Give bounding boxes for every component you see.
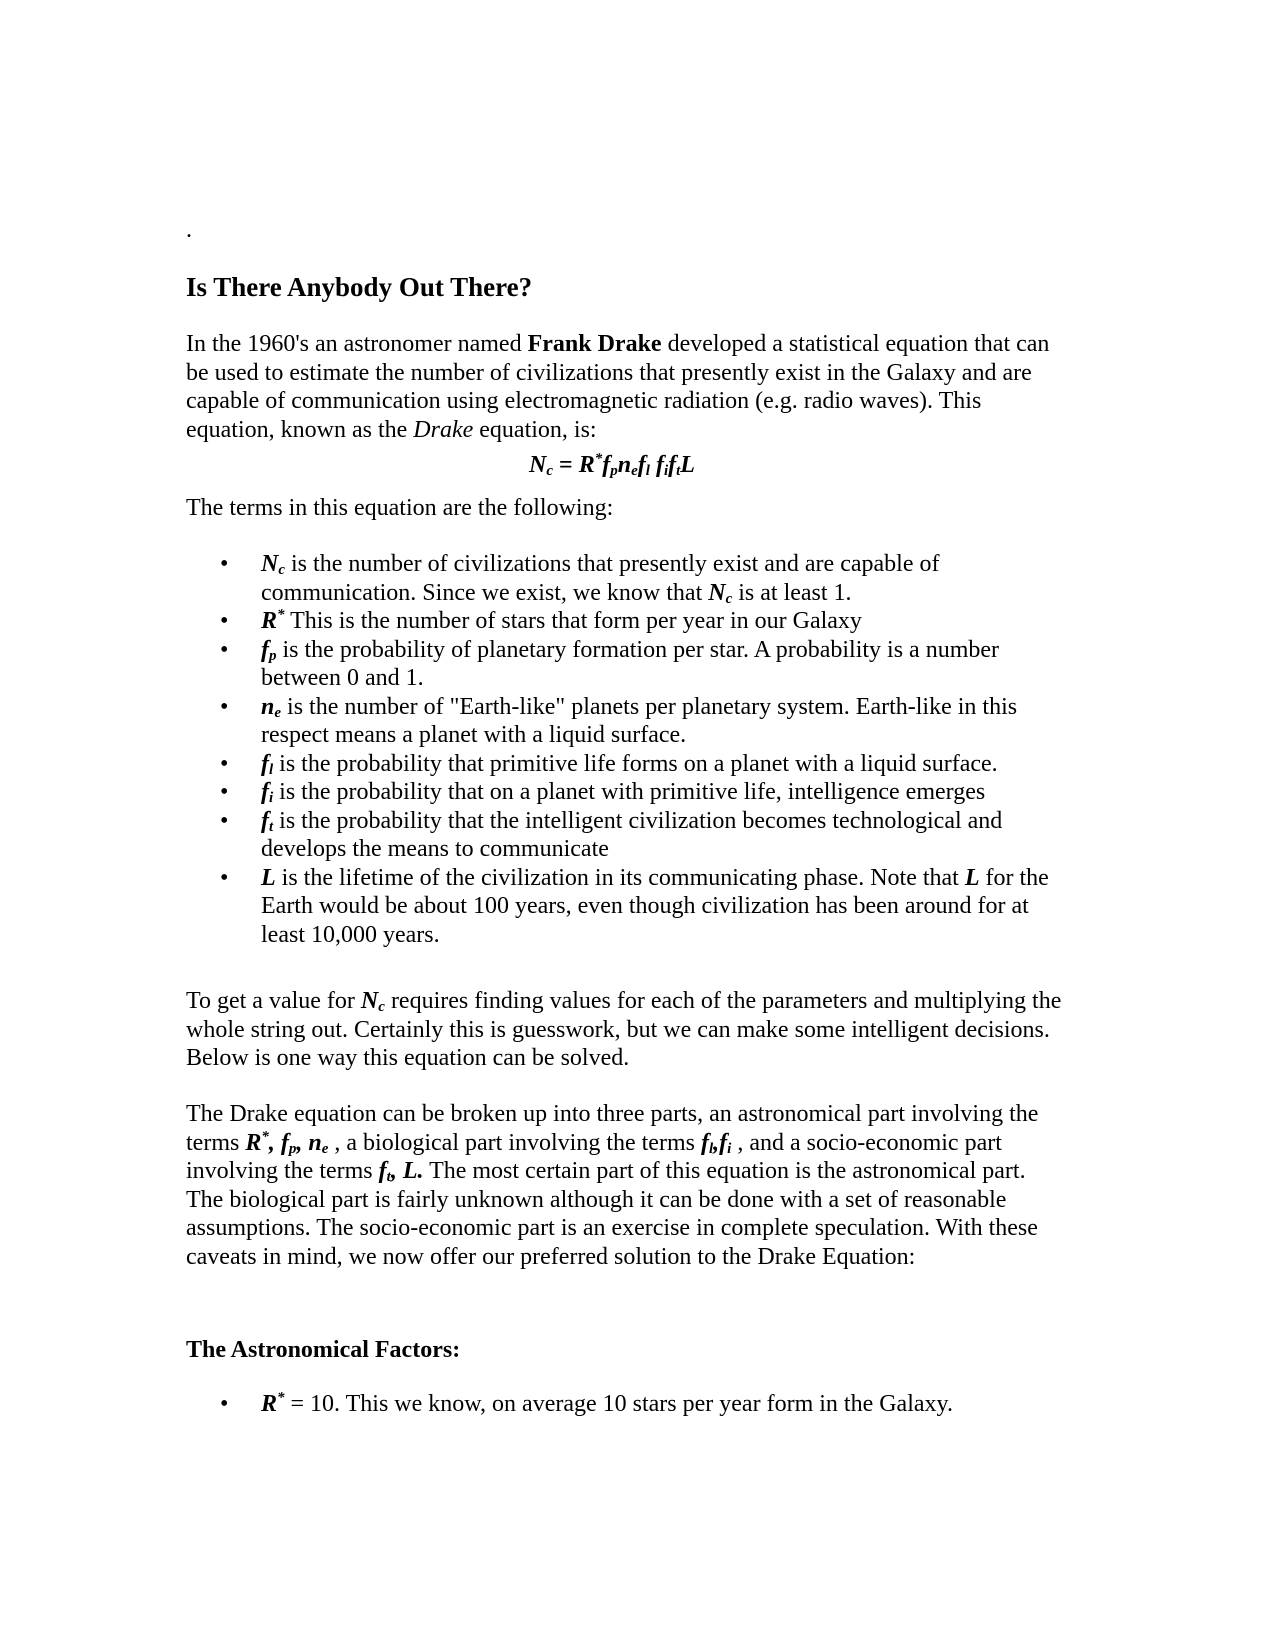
astro-item-r (186, 1390, 1066, 1419)
eq-fl: f (637, 452, 646, 478)
astro-r-symbol: R (261, 1391, 278, 1417)
intro-text-2: developed a statistical equation that can be used to estimate the number of civilizations that presently exist in the Galaxy and are capable of communication using electromagnetic radiation (e.g. radio waves). This equation, known as the (186, 331, 1050, 443)
term-nc-text-2: is at least 1. (732, 579, 852, 606)
intro-text-3: equation, is: (473, 416, 597, 443)
term-item-rstar (186, 607, 1066, 636)
eq-r-sup: * (594, 451, 603, 467)
term-item-ft (186, 807, 1066, 864)
parts-fl: f (700, 1129, 709, 1156)
terms-list (186, 550, 1066, 949)
eq-ft: f (668, 452, 677, 478)
solution-nc-sub: c (378, 999, 385, 1015)
term-item-l (186, 864, 1066, 950)
term-fl-sub: l (269, 761, 274, 778)
drake-italic: Drake (413, 416, 474, 443)
term-ft-sub: t (269, 818, 274, 835)
parts-l: , L. (390, 1158, 424, 1184)
term-rstar-sup: * (277, 607, 285, 623)
parts-text-4: The most certain part of this equation is the astronomical part. The biological part is fairly unknown although it can be done with a set of reasonable assumptions. The socio-economic part is an exercise in complete speculation. With these caveats in mind, we now offer our preferred solution to the Drake Equation: (186, 1158, 1038, 1270)
term-item-ne (186, 693, 1066, 750)
bullet: • (220, 807, 229, 834)
term-l-symbol-repeat: L (964, 864, 980, 891)
term-nc-sub: c (278, 562, 286, 578)
term-fi-sub: i (269, 790, 274, 806)
term-rstar-text: This is the number of stars that form per year in our Galaxy (284, 608, 862, 634)
term-l-text-2: for the Earth would be about 100 years, even though civilization has been around for at least 10,000 years. (261, 864, 1049, 948)
parts-text-2: , a biological part involving the terms (328, 1129, 701, 1156)
bullet: • (220, 551, 229, 577)
bullet: • (220, 779, 229, 805)
three-parts-paragraph (186, 1100, 1066, 1271)
term-nc-text-1: is the number of civilizations that presently exist and are capable of communication. Since we exist, we know that (261, 551, 940, 606)
eq-ft-sub: t (676, 463, 681, 479)
parts-fi-sub: i (727, 1140, 732, 1157)
solution-text-2: requires finding values for each of the parameters and multiplying the whole string out. Certainly this is guesswork, but we can make some intelligent decisions. Below is one way this equation can be solved. (186, 988, 1062, 1071)
parts-fi: ,f (713, 1129, 728, 1156)
eq-fp-sub: p (610, 463, 618, 479)
term-ft-symbol: f (261, 807, 269, 834)
eq-ne: n (617, 452, 632, 478)
term-fi-symbol: f (261, 779, 269, 805)
solution-nc-symbol: N (360, 988, 379, 1014)
terms-intro: The terms in this equation are the following: (186, 495, 614, 521)
bullet: • (220, 750, 229, 777)
term-fp-symbol: f (261, 636, 269, 663)
term-l-text-1: is the lifetime of the civilization in its communicating phase. Note that (275, 864, 965, 891)
astronomical-factors-list (186, 1390, 1066, 1419)
drake-equation (186, 451, 1038, 479)
astro-r-text: = 10. This we know, on average 10 stars per year form in the Galaxy. (284, 1391, 953, 1417)
term-fp-text: is the probability of planetary formation per star. A probability is a number between 0 and 1. (261, 636, 1000, 691)
page-title: Is There Anybody Out There? (186, 272, 533, 302)
eq-l: L (680, 452, 695, 478)
parts-ne-sub: e (321, 1140, 329, 1157)
bullet: • (220, 693, 229, 720)
term-ne-symbol: n (261, 693, 275, 720)
parts-fl-sub: l (708, 1140, 714, 1157)
intro-paragraph (186, 330, 1066, 444)
astronomical-factors-heading: The Astronomical Factors: (186, 1337, 461, 1363)
term-l-symbol: L (261, 864, 276, 891)
bullet: • (220, 1391, 229, 1417)
bullet: • (220, 636, 229, 663)
term-item-fi (186, 778, 1066, 807)
term-item-fp (186, 636, 1066, 693)
parts-text-3: , and a socio-economic part involving the terms (186, 1129, 1002, 1184)
astro-r-sup: * (277, 1390, 285, 1406)
eq-equals: = (553, 452, 579, 478)
eq-fl-sub: l (645, 463, 650, 479)
parts-fp-sub: p (288, 1140, 297, 1157)
parts-ft-sub: t (386, 1169, 391, 1185)
parts-text-1: The Drake equation can be broken up into three parts, an astronomical part involving the terms (186, 1101, 1039, 1156)
term-ne-sub: e (274, 704, 282, 721)
eq-nc: N (529, 452, 547, 478)
term-rstar-symbol: R (261, 608, 278, 634)
intro-text-1: In the 1960's an astronomer named (186, 331, 528, 357)
eq-fi-sub: i (663, 463, 669, 479)
solution-text-1: To get a value for (186, 988, 361, 1014)
eq-nc-sub: c (546, 463, 554, 479)
term-nc-symbol-repeat: N (708, 579, 726, 606)
frank-drake-name: Frank Drake (527, 331, 662, 357)
term-item-fl (186, 750, 1066, 779)
term-fl-symbol: f (261, 750, 269, 777)
stray-period: . (186, 217, 192, 243)
parts-fp: , f (268, 1129, 289, 1156)
eq-r: R (578, 452, 595, 478)
eq-fp: f (602, 452, 611, 478)
eq-fi: f (655, 452, 664, 478)
term-fi-text: is the probability that on a planet with primitive life, intelligence emerges (273, 779, 986, 805)
term-fp-sub: p (269, 647, 277, 664)
term-nc-sub-repeat: c (725, 590, 733, 607)
term-fl-text: is the probability that primitive life forms on a planet with a liquid surface. (273, 750, 998, 777)
parts-ft: f (378, 1158, 387, 1184)
term-nc-symbol: N (261, 551, 279, 577)
bullet: • (220, 608, 229, 634)
parts-ne: , n (296, 1129, 322, 1156)
term-item-nc (186, 550, 1066, 607)
parts-r: R (245, 1129, 262, 1156)
solution-paragraph (186, 987, 1066, 1073)
eq-ne-sub: e (631, 463, 638, 479)
term-ft-text: is the probability that the intelligent civilization becomes technological and develops the means to communicate (261, 807, 1003, 862)
term-ne-text: is the number of "Earth-like" planets per planetary system. Earth-like in this respect means a planet with a liquid surface. (261, 693, 1018, 748)
parts-r-sup: * (261, 1128, 269, 1145)
bullet: • (220, 864, 229, 891)
